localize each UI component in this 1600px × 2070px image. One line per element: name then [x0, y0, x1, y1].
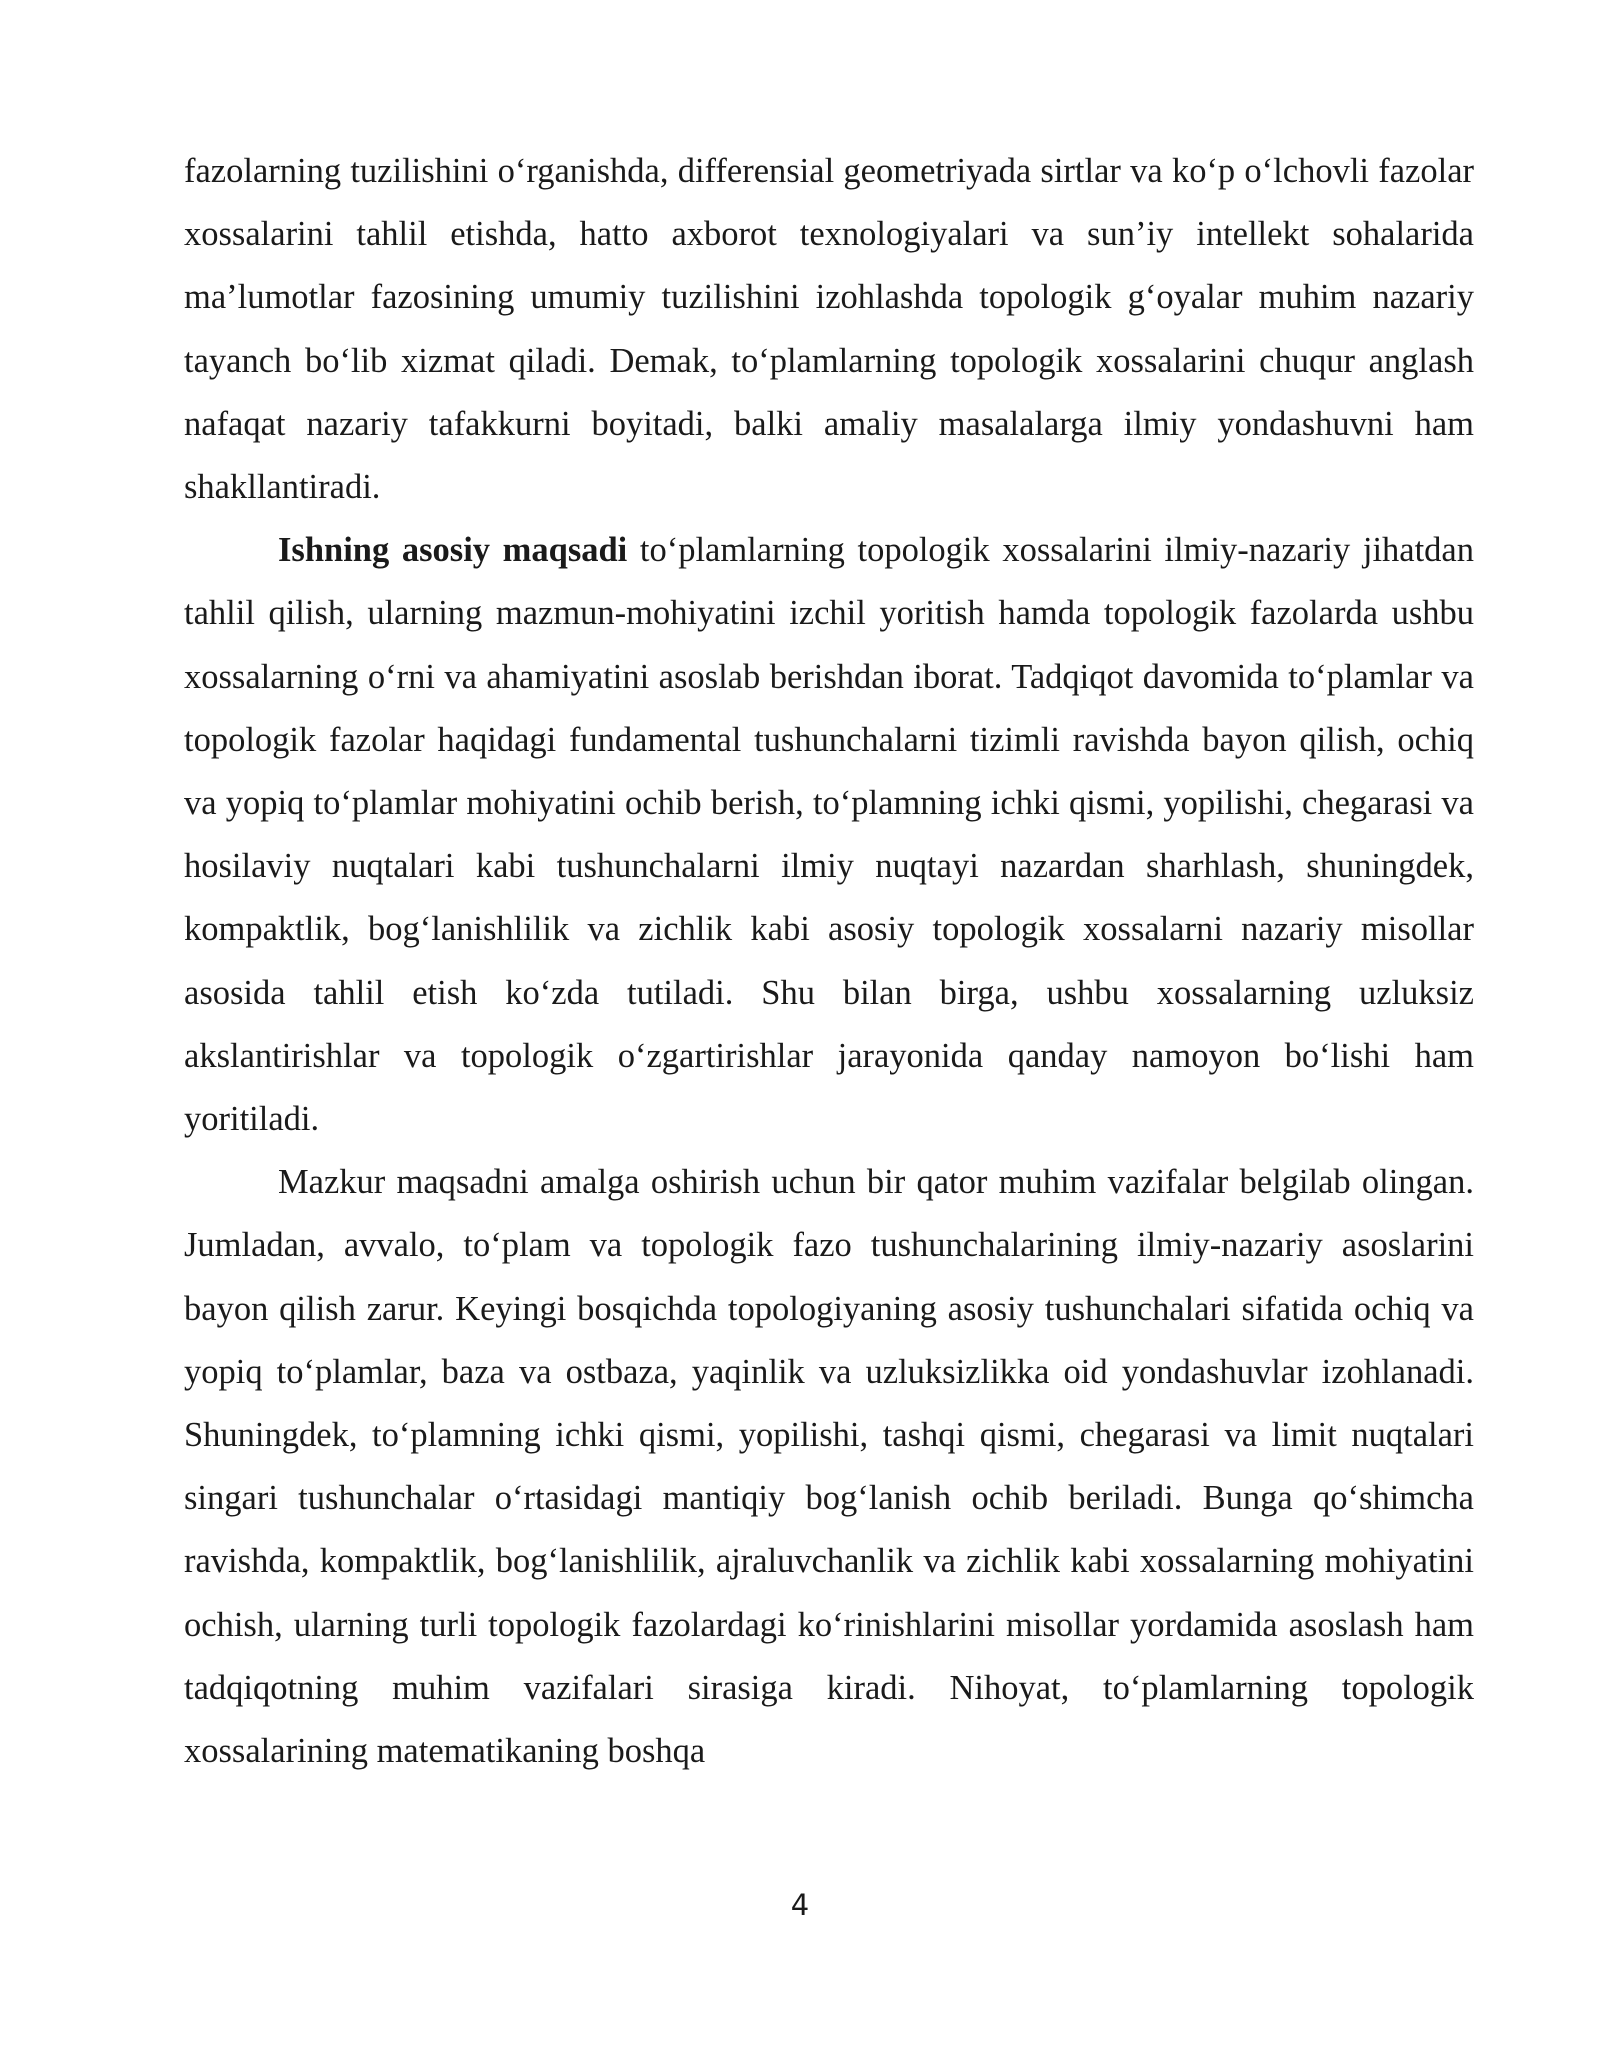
- paragraph-text: Mazkur maqsadni amalga oshirish uchun bir qator muhim vazifalar belgilab olingan. Jumladan, avvalo, to‘plam va topologik fazo tushunchalarining ilmiy-nazariy asoslarini bayon qilish zarur. Keyingi bosqichda topologiyaning asosiy tushunchalari sifatida ochiq va yopiq to‘plamlar, baza va ostbaza, yaqinlik va uzluksizlikka oid yondashuvlar izohlanadi. Shuningdek, to‘plamning ichki qismi, yopilishi, tashqi qismi, chegarasi va limit nuqtalari singari tushunchalar o‘rtasidagi mantiqiy bog‘lanish ochib beriladi. Bunga qo‘shimcha ravishda, kompaktlik, bog‘lanishlilik, ajraluvchanlik va zichlik kabi xossalarning mohiyatini ochish, ularning turli topologik fazolardagi ko‘rinishlarini misollar yordamida asoslash ham tadqiqotning muhim vazifalari sirasiga kiradi. Nihoyat, to‘plamlarning topologik xossalarining matematikaning boshqa: [184, 1163, 1474, 1771]
- body-text: [184, 140, 1474, 1783]
- page-number: 4: [790, 1888, 810, 1922]
- paragraph-text: fazolarning tuzilishini o‘rganishda, differensial geometriyada sirtlar va ko‘p o‘lchovli fazolar xossalarini tahlil etishda, hatto axborot texnologiyalari va sun’iy intellekt sohalarida ma’lumotlar fazosining umumiy tuzilishini izohlashda topologik g‘oyalar muhim nazariy tayanch bo‘lib xizmat qiladi. Demak, to‘plamlarning topologik xossalarini chuqur anglash nafaqat nazariy tafakkurni boyitadi, balki amaliy masalalarga ilmiy yondashuvni ham shakllantiradi.: [184, 152, 1474, 507]
- bold-lead-phrase: Ishning asosiy maqsadi: [278, 531, 628, 570]
- paragraph-tasks: [184, 1151, 1474, 1783]
- paragraph-continuation: [184, 140, 1474, 519]
- paragraph-objective: [184, 519, 1474, 1151]
- paragraph-text: to‘plamlarning topologik xossalarini ilmiy-nazariy jihatdan tahlil qilish, ularning mazmun-mohiyatini izchil yoritish hamda topologik fazolarda ushbu xossalarning o‘rni va ahamiyatini asoslab berishdan iborat. Tadqiqot davomida to‘plamlar va topologik fazolar haqidagi fundamental tushunchalarni tizimli ravishda bayon qilish, ochiq va yopiq to‘plamlar mohiyatini ochib berish, to‘plamning ichki qismi, yopilishi, chegarasi va hosilaviy nuqtalari kabi tushunchalarni ilmiy nuqtayi nazardan sharhlash, shuningdek, kompaktlik, bog‘lanishlilik va zichlik kabi asosiy topologik xossalarni nazariy misollar asosida tahlil etish ko‘zda tutiladi. Shu bilan birga, ushbu xossalarning uzluksiz akslantirishlar va topologik o‘zgartirishlar jarayonida qanday namoyon bo‘lishi ham yoritiladi.: [184, 531, 1474, 1139]
